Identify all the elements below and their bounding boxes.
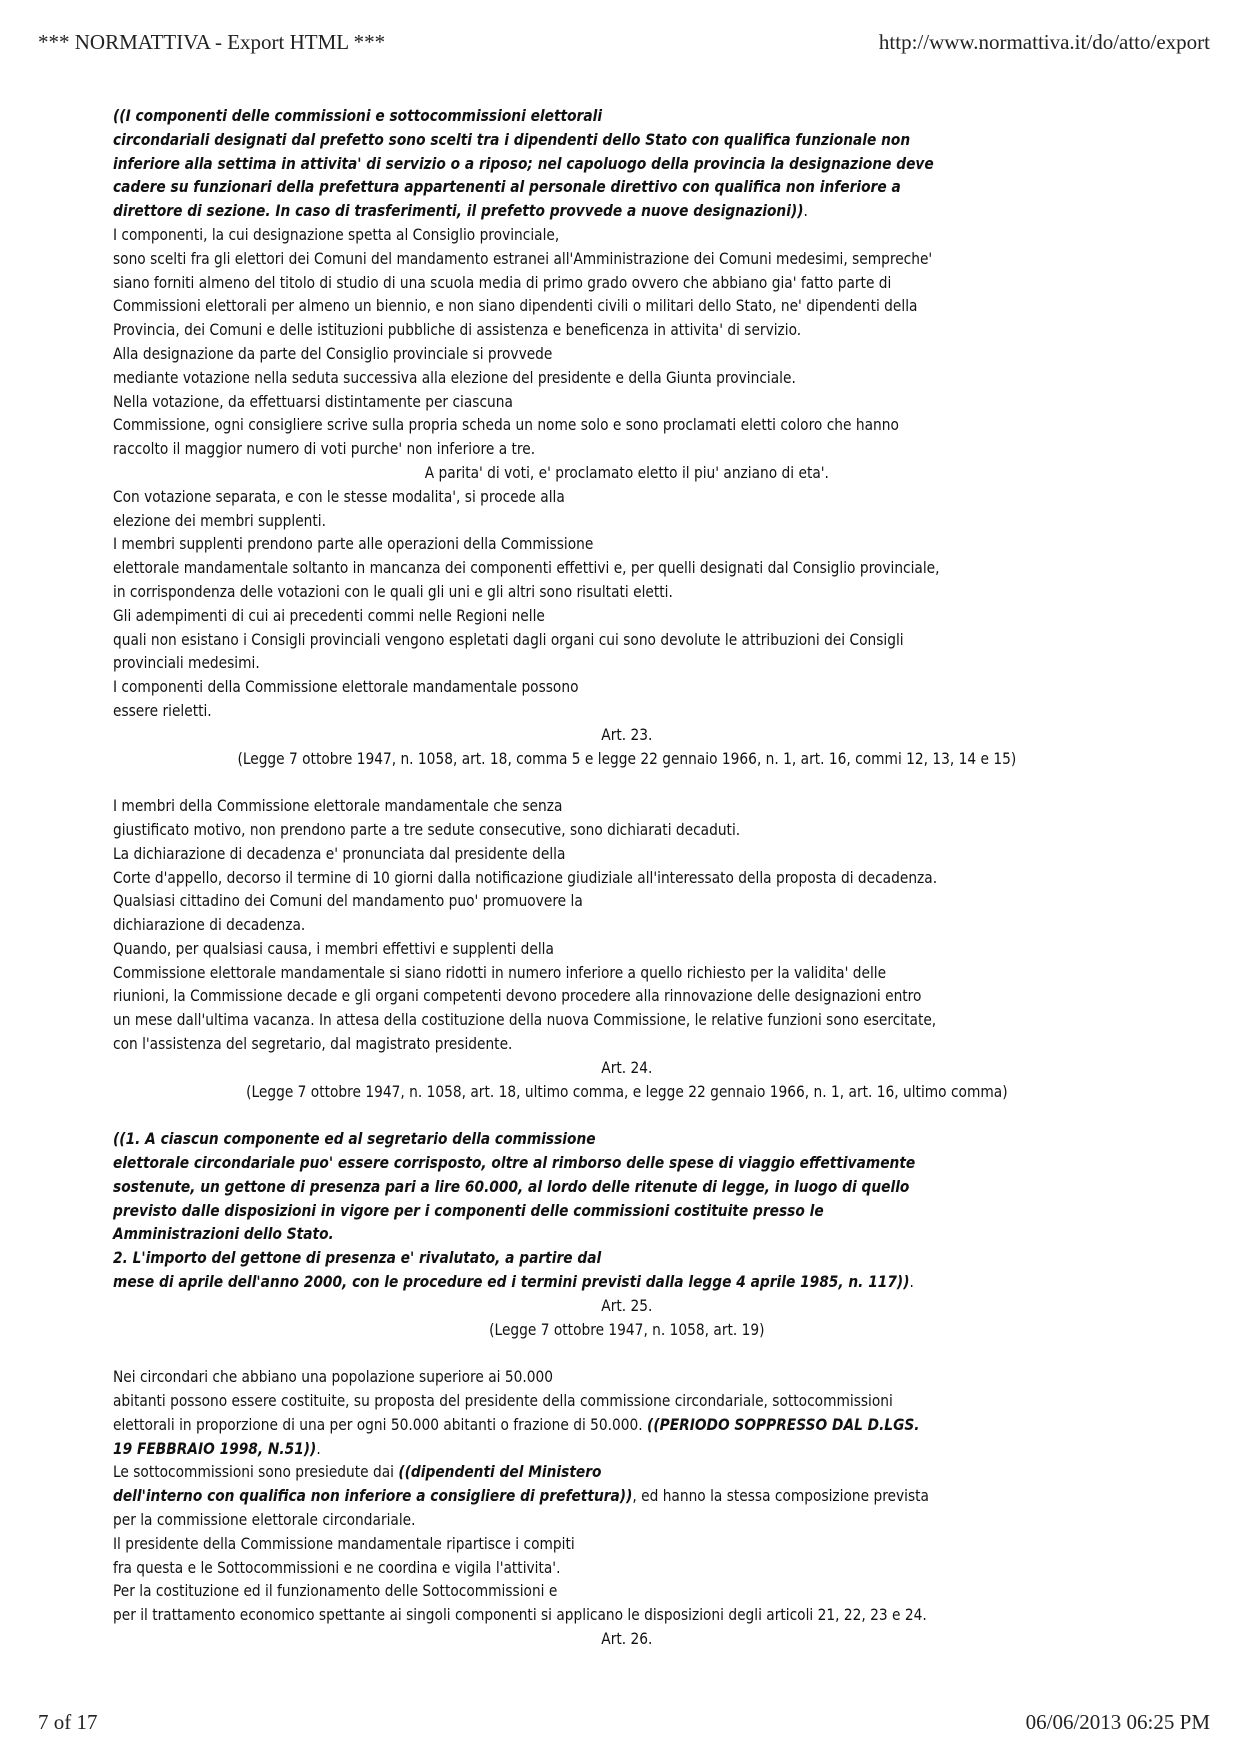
text-line [113,866,1141,890]
text-segment: . [909,1272,914,1292]
text-segment: I componenti della Commissione elettorale mandamentale possono [113,677,579,697]
text-line [113,937,1141,961]
amended-text: Amministrazioni dello Stato. [113,1224,334,1244]
text-line [113,1151,1141,1175]
amended-text: direttore di sezione. In caso di trasferimenti, il prefetto provvede a nuove designazioni)) [113,201,804,221]
text-line [113,1032,1141,1056]
text-line [113,366,1141,390]
text-line [113,1365,1141,1389]
text-line [113,889,1141,913]
article-heading-line [113,1627,1141,1651]
text-line [113,1579,1141,1603]
text-line [113,1222,1141,1246]
article-heading-line [113,1294,1141,1318]
text-segment: elezione dei membri supplenti. [113,510,326,530]
text-segment: Nella votazione, da effettuarsi distintamente per ciascuna [113,391,513,411]
article-heading-line [113,1318,1141,1342]
text-line [113,318,1141,342]
amended-text: ((dipendenti del Ministero [398,1462,602,1482]
text-line [113,651,1141,675]
text-line [113,1008,1141,1032]
amended-text: dell'interno con qualifica non inferiore a consigliere di prefettura)) [113,1486,633,1506]
text-line [113,1103,1141,1127]
amended-text: sostenute, un gettone di presenza pari a lire 60.000, al lordo delle ritenute di legge, in luogo di quello [113,1176,910,1196]
text-segment: un mese dall'ultima vacanza. In attesa della costituzione della nuova Commissione, le relative funzioni sono esercitate, [113,1010,937,1030]
text-segment: Art. 26. [601,1629,653,1648]
text-segment: Art. 24. [601,1057,653,1077]
text-line [113,1508,1141,1532]
text-segment: giustificato motivo, non prendono parte a tre sedute consecutive, sono dichiarati decaduti. [113,819,741,839]
text-segment: I membri della Commissione elettorale mandamentale che senza [113,796,563,816]
article-heading-line [113,1056,1141,1080]
text-segment: per il trattamento economico spettante ai singoli componenti si applicano le disposizioni degli articoli 21, 22, 23 e 24. [113,1605,927,1625]
amended-text: mese di aprile dell'anno 2000, con le procedure ed i termini previsti dalla legge 4 aprile 1985, n. 117)) [113,1272,910,1292]
amended-text: ((PERIODO SOPPRESSO DAL D.LGS. [647,1414,920,1434]
text-segment: raccolto il maggior numero di voti purche' non inferiore a tre. [113,439,536,459]
text-segment: elettorali in proporzione di una per ogni 50.000 abitanti o frazione di 50.000. [113,1414,648,1434]
print-datetime: 06/06/2013 06:25 PM [1025,1710,1210,1734]
text-line [113,604,1141,628]
export-header-title: *** NORMATTIVA - Export HTML *** [38,30,386,54]
text-line [113,271,1141,295]
export-header-url: http://www.normattiva.it/do/atto/export [878,30,1210,54]
text-line [113,1389,1141,1413]
text-segment: (Legge 7 ottobre 1947, n. 1058, art. 19) [489,1319,765,1339]
text-segment: (Legge 7 ottobre 1947, n. 1058, art. 18, ultimo comma, e legge 22 gennaio 1966, n. 1, art. 16, ultimo comma) [246,1081,1008,1101]
text-segment: (Legge 7 ottobre 1947, n. 1058, art. 18, comma 5 e legge 22 gennaio 1966, n. 1, art. 16, commi 12, 13, 14 e 15) [237,748,1017,768]
text-line [113,1270,1141,1294]
text-segment: sono scelti fra gli elettori dei Comuni del mandamento estranei all'Amministrazione dei Comuni medesimi, sempreche' [113,248,933,268]
text-line [113,509,1141,533]
amended-text: inferiore alla settima in attivita' di servizio o a riposo; nel capoluogo della provincia la designazione deve [113,153,934,173]
amended-text: 19 FEBBRAIO 1998, N.51)) [113,1438,317,1458]
text-line [113,1246,1141,1270]
amended-text: elettorale circondariale puo' essere corrisposto, oltre al rimborso delle spese di viaggio effettivamente [113,1153,916,1173]
amended-text: circondariali designati dal prefetto sono scelti tra i dipendenti dello Stato con qualifica funzionale non [113,129,911,149]
text-segment: Qualsiasi cittadino dei Comuni del mandamento puo' promuovere la [113,891,583,911]
article-heading-line [113,1080,1141,1104]
text-segment: Provincia, dei Comuni e delle istituzioni pubbliche di assistenza e beneficenza in attivita' di servizio. [113,320,802,340]
text-segment: Gli adempimenti di cui ai precedenti commi nelle Regioni nelle [113,605,545,625]
text-line [113,1199,1141,1223]
amended-text: ((1. A ciascun componente ed al segretario della commissione [113,1129,596,1149]
text-line [113,628,1141,652]
text-line [113,413,1141,437]
text-line [113,913,1141,937]
text-segment: Corte d'appello, decorso il termine di 10 giorni dalla notificazione giudiziale all'interessato della proposta di decadenza. [113,867,938,887]
document-body [113,104,1141,1651]
text-line [113,1603,1141,1627]
text-segment: Art. 23. [601,724,653,744]
text-line [113,1484,1141,1508]
text-line [113,342,1141,366]
amended-text: ((I componenti delle commissioni e sottocommissioni elettorali [113,106,603,125]
text-line [113,294,1141,318]
text-line [113,984,1141,1008]
text-line [113,1460,1141,1484]
text-line [113,437,1141,461]
text-segment: Le sottocommissioni sono presiedute dai [113,1462,399,1482]
text-line [113,1175,1141,1199]
text-segment: Commissioni elettorali per almeno un biennio, e non siano dipendenti civili o militari dello Stato, ne' dipendenti della [113,296,918,316]
page-number: 7 of 17 [38,1710,98,1734]
text-line [113,556,1141,580]
article-heading-line [113,461,1141,485]
text-line [113,152,1141,176]
text-segment: A parita' di voti, e' proclamato eletto il piu' anziano di eta'. [424,462,829,482]
text-segment: Commissione elettorale mandamentale si siano ridotti in numero inferiore a quello richiesto per la validita' delle [113,962,887,982]
text-line [113,199,1141,223]
amended-text: cadere su funzionari della prefettura appartenenti al personale direttivo con qualifica non inferiore a [113,177,901,197]
text-line [113,580,1141,604]
text-segment: , ed hanno la stessa composizione prevista [632,1486,929,1506]
text-segment: elettorale mandamentale soltanto in mancanza dei componenti effettivi e, per quelli designati dal Consiglio provinciale, [113,558,940,578]
text-segment: Commissione, ogni consigliere scrive sulla propria scheda un nome solo e sono proclamati eletti coloro che hanno [113,415,899,435]
text-line [113,818,1141,842]
text-segment: per la commissione elettorale circondariale. [113,1510,416,1530]
text-line [113,104,1141,128]
text-segment: Per la costituzione ed il funzionamento delle Sottocommissioni e [113,1581,558,1601]
text-segment: Nei circondari che abbiano una popolazione superiore ai 50.000 [113,1367,554,1387]
article-heading-line [113,723,1141,747]
text-segment: quali non esistano i Consigli provinciali vengono espletati dagli organi cui sono devolute le attribuzioni dei Consigli [113,629,904,649]
text-line [113,794,1141,818]
text-segment: con l'assistenza del segretario, dal magistrato presidente. [113,1034,513,1054]
text-segment: dichiarazione di decadenza. [113,915,306,935]
text-segment: provinciali medesimi. [113,653,260,673]
text-line [113,961,1141,985]
text-line [113,175,1141,199]
text-segment: I membri supplenti prendono parte alle operazioni della Commissione [113,534,594,554]
text-segment: Alla designazione da parte del Consiglio provinciale si provvede [113,343,553,363]
text-segment: Con votazione separata, e con le stesse modalita', si procede alla [113,486,565,506]
text-line [113,699,1141,723]
text-segment: I componenti, la cui designazione spetta al Consiglio provinciale, [113,224,560,244]
text-segment: La dichiarazione di decadenza e' pronunciata dal presidente della [113,843,566,863]
text-segment: in corrispondenza delle votazioni con le quali gli uni e gli altri sono risultati eletti. [113,581,673,601]
text-line [113,1127,1141,1151]
text-segment: mediante votazione nella seduta successiva alla elezione del presidente e della Giunta provinciale. [113,367,796,387]
text-segment: siano forniti almeno del titolo di studio di una scuola media di primo grado ovvero che abbiano gia' fatto parte di [113,272,892,292]
text-line [113,390,1141,414]
text-line [113,1556,1141,1580]
text-line [113,770,1141,794]
text-segment: fra questa e le Sottocommissioni e ne coordina e vigila l'attivita'. [113,1557,561,1577]
text-line [113,1341,1141,1365]
text-line [113,1532,1141,1556]
text-line [113,532,1141,556]
text-line [113,485,1141,509]
text-line [113,1413,1141,1437]
text-segment: Il presidente della Commissione mandamentale ripartisce i compiti [113,1533,575,1553]
text-segment: abitanti possono essere costituite, su proposta del presidente della commissione circondariale, sottocommissioni [113,1391,893,1411]
text-line [113,842,1141,866]
text-line [113,247,1141,271]
amended-text: previsto dalle disposizioni in vigore per i componenti delle commissioni costituite presso le [113,1200,824,1220]
text-line [113,128,1141,152]
text-segment: essere rieletti. [113,700,212,720]
text-segment: Art. 25. [601,1295,653,1315]
text-segment: . [316,1438,321,1458]
text-line [113,223,1141,247]
text-segment: Quando, per qualsiasi causa, i membri effettivi e supplenti della [113,938,554,958]
text-segment: . [803,201,808,221]
text-segment: riunioni, la Commissione decade e gli organi competenti devono procedere alla rinnovazione delle designazioni entro [113,986,922,1006]
text-line [113,675,1141,699]
text-line [113,1437,1141,1461]
amended-text: 2. L'importo del gettone di presenza e' rivalutato, a partire dal [113,1248,602,1268]
article-heading-line [113,747,1141,771]
